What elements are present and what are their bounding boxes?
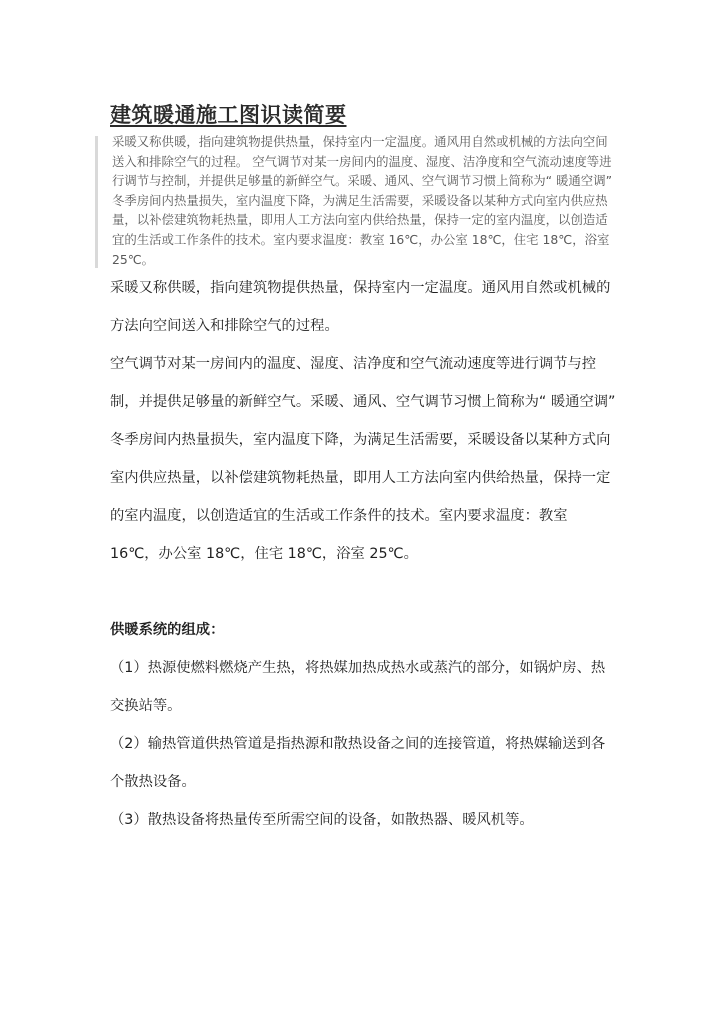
quote-bar [95, 136, 98, 268]
section-heading: 供暖系统的组成： [110, 622, 225, 639]
spacer [110, 573, 618, 611]
paragraph-winter-heating: 冬季房间内热量损失，室内温度下降，为满足生活需要，采暖设备以某种方式向室内供应热量，以补偿建筑物耗热量，即用人工方法向室内供给热量，保持一定的室内温度，以创造适宜的生活或工作条件的技术。室内要求温度：教室 16℃，办公室 18℃，住宅 18℃，浴室 25℃。 [110, 432, 611, 563]
list-item-pipes: （2）输热管道供热管道是指热源和散热设备之间的连接管道，将热媒输送到各个散热设备。 [110, 736, 606, 791]
list-item-radiators: （3）散热设备将热量传至所需空间的设备，如散热器、暖风机等。 [110, 812, 534, 829]
document-page [110, 100, 618, 839]
paragraph-heating-definition: 采暖又称供暖，指向建筑物提供热量，保持室内一定温度。通风用自然或机械的方法向空间送入和排除空气的过程。 [110, 280, 611, 335]
document-title: 建筑暖通施工图识读简要 [110, 103, 347, 127]
list-item-heat-source: （1）热源使燃料燃烧产生热，将热媒加热成热水或蒸汽的部分，如锅炉房、热交换站等。 [110, 660, 606, 715]
abstract-block [110, 132, 618, 269]
paragraph-air-conditioning: 空气调节对某一房间内的温度、湿度、洁净度和空气流动速度等进行调节与控制，并提供足够量的新鲜空气。采暖、通风、空气调节习惯上简称为“ 暖通空调” [110, 356, 616, 411]
abstract-text: 采暖又称供暖，指向建筑物提供热量，保持室内一定温度。通风用自然或机械的方法向空间送入和排除空气的过程。 空气调节对某一房间内的温度、湿度、洁净度和空气流动速度等进行调节与控制，并提供足够量的新鲜空气。采暖、通风、空气调节习惯上简称为“ 暖通空调” 冬季房间内热量损失，室内温度下降，为满足生活需要，采暖设备以某种方式向室内供应热量，以补偿建筑物耗热量，即用人工方法向室内供给热量，保持一定的室内温度，以创造适宜的生活或工作条件的技术。室内要求温度：教室 16℃，办公室 18℃，住宅 18℃，浴室 25℃。 [112, 134, 613, 267]
